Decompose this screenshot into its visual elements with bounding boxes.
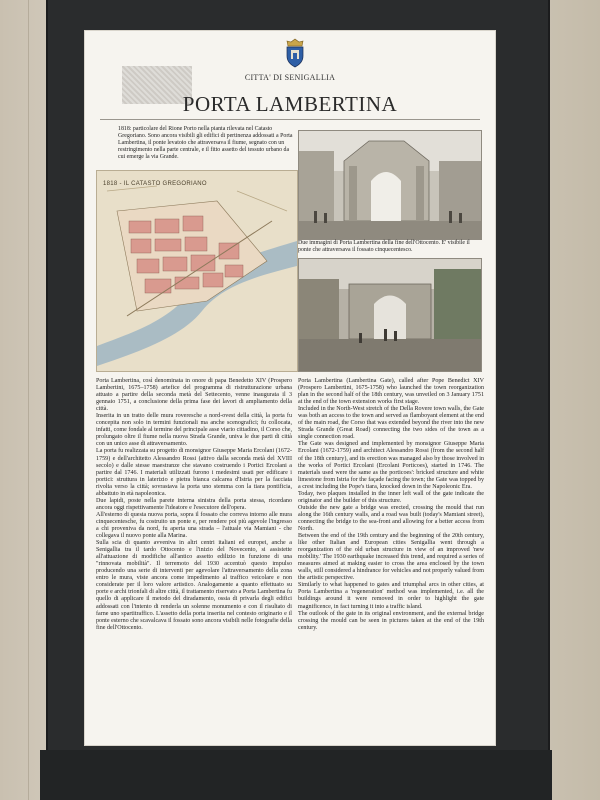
historic-photo-top: [298, 130, 482, 240]
bridge-photo-drawing: [299, 259, 481, 371]
senigallia-crest-icon: [282, 38, 308, 68]
italian-paragraph: Sulla scia di quanto avveniva in altri centri italiani ed europei, anche a Senigallia tra il tardo Ottocento e l'inizio del Novecento, si assistette all'attuazione di modifiche all'antico assetto edilizio in funzione di una "rinnovata mobilità". Il terremoto del 1930 accentuò questo impulso producendo una serie di interventi per agevolare l'attraversamento della zona entro le mura, viste ancora come impedimento al traffico veicolare e non considerate per il loro valore artistico. Analogamente a quanto effettuato su porte e archi trionfali di altre città, il trattamento riservato a Porta Lambertina fu quello di applicare il metodo del diradamento, ossia di privarla degli edifici addossati con l'intento di renderla un solenne monumento e con il risultato di farne uno spartitraffico. L'assetto della porta inserita nel contesto originario e il ponte esterno che scavalcava il fossato sono ancora visibili nelle fotografie della fine dell'Ottocento.: [96, 540, 292, 631]
cadastral-map-drawing: [97, 171, 297, 371]
italian-paragraph: Due lapidi, poste nella parete interna sinistra della porta stessa, ricordano ancora oggi rispettivamente l'ideatore e l'esecutore dell'opera.: [96, 497, 292, 511]
english-paragraph: The Gate was designed and implemented by monsignor Giuseppe Maria Ercolani (1672-1759) and architect Alessandro Rossi (from the second half of the 18th century), and its erection was managed also by those involved in the works of Portici Ercolani (Ercolani Porticoes), started in 1746. The materials used were the same as the porticoes': bricked structure and white limestone from Istria for the façade facing the town; the Gate was topped by a crest including the Pope's tiara, knocked down in the Napoleonic Era.: [298, 441, 484, 490]
english-paragraph: Between the end of the 19th century and the beginning of the 20th century, like other Italian and European cities Senigallia went through a reorganization of the old urban structure in view of an improved 'new mobility.' The 1930 earthquake increased this trend, and required a series of measures aimed at making easier to cross the area enclosed by the town walls, still considered a hindrance for vehicles and not properly valued from the artistic perspective.: [298, 533, 484, 582]
map-label: 1818 - IL CATASTO GREGORIANO: [103, 181, 207, 187]
english-text-column: [298, 378, 484, 632]
title-divider: [100, 119, 480, 120]
city-heading: CITTA' DI SENIGALLIA: [244, 73, 336, 82]
english-paragraph: Porta Lambertina (Lambertina Gate), called after Pope Benedict XIV (Prospero Lambertini, 1675-1758) who launched the town reorganization plan in the second half of the 18th century, was unveiled on 3 January 1751 at the end of the town extension works first stage.: [298, 378, 484, 406]
english-paragraph: Outside the new gate a bridge was erected, crossing the mould that run along the 16th century walls, and a road was built (today's Mamiani street), connecting the bridge to the sea-front and allowing for a better access from North.: [298, 504, 484, 532]
italian-paragraph: Porta Lambertina, così denominata in onore di papa Benedetto XIV (Prospero Lambertini, 1675–1758) artefice del programma di ristrutturazione urbana attuato a partire della seconda metà del Settecento, venne inaugurata il 3 gennaio 1751, a conclusione della prima fase dei lavori di ampliamento della città.: [96, 378, 292, 413]
photo-caption: Due immagini di Porta Lambertina della fine dell'Ottocento. E' visibile il ponte che attraversava il fossato cinquecentesco.: [298, 240, 470, 253]
english-paragraph: The outlook of the gate in its original environment, and the external bridge crossing the mould can be seen in pictures taken at the end of the 19th century.: [298, 610, 484, 631]
sign-post-base: [40, 750, 552, 800]
italian-text-column: [96, 378, 292, 632]
gate-photo-drawing: [299, 131, 481, 239]
italian-paragraph: All'esterno di questa nuova porta, sopra il fossato che correva intorno alle mura cinquecentesche, fu costruito un ponte e, per rendere poi più agevole l'ingresso a chi proveniva da nord, fu aperta una strada – l'attuale via Mamiani - che collegava il nuovo ponte alla Marina.: [96, 511, 292, 540]
historic-photo-bottom: [298, 258, 482, 372]
cadastral-map: [96, 170, 298, 372]
english-paragraph: Today, two plaques installed in the inner left wall of the gate indicate the originator and the builder of this structure.: [298, 490, 484, 504]
english-paragraph: Similarly to what happened to gates and triumphal arcs in other cities, at Porta Lambertina a 'regeneration' method was implemented, i.e. all the buildings around it were removed in order to highlight the gate magnificence, in fact turning it into a traffic island.: [298, 582, 484, 610]
italian-paragraph: Inserita in un tratto delle mura roveresche a nord-ovest della città, la porta fu concepita non solo in termini funzionali ma anche scenografici; fu collocata, infatti, come fondale al termine del principale asse viario cittadino, il Corso che, prolungato oltre il fiume nella nuova Strada Grande, univa le due parti di città con un unico asse di attraversamento.: [96, 413, 292, 448]
page-title: PORTA LAMBERTINA: [182, 92, 398, 116]
italian-paragraph: La porta fu realizzata su progetto di monsignor Giuseppe Maria Ercolani (1672-1759) e dell'architetto Alessandro Rossi (attivo dalla seconda metà del XVIII secolo) e dalle stesse maestranze che stavano costruendo i Portici Ercolani a partire dal 1746. I materiali utilizzati furono i medesimi usati per edificare i portici: struttura in laterizio e pietra bianca calcarea d'Istria per la facciata rivolta verso la città; sovrastava la porta uno stemma con la tiara pontificia, abbattuto in età napoleonica.: [96, 448, 292, 497]
map-caption: 1818: particolare del Rione Porto nella pianta rilevata nel Catasto Gregoriano. Sono ancora visibili gli edifici di pertinenza addossati a Porta Lambertina, il ponte levatoio che attraversava il fiume, segnato con un restringimento nella parte centrale, e il fitto assetto del tessuto urbano da cui emerge la via Grande.: [118, 126, 293, 160]
english-paragraph: Included in the North-West stretch of the Della Rovere town walls, the Gate was both an access to the town and served as flamboyant element at the end of the main road, the Corso that was extended beyond the river into the new Strada Grande (Great Road) connecting the two sides of the town as a single connection road.: [298, 406, 484, 441]
